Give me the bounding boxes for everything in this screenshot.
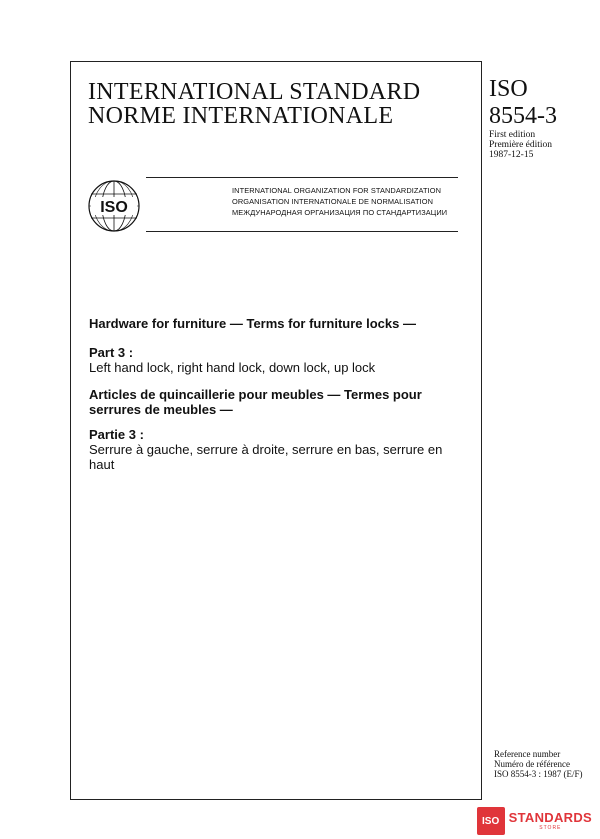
edition-date: 1987-12-15 bbox=[489, 150, 534, 160]
edition-en: First edition bbox=[489, 130, 536, 140]
store-badge: ISO bbox=[477, 807, 505, 835]
standards-store-footer[interactable] bbox=[477, 807, 592, 835]
org-rule-top bbox=[146, 177, 458, 178]
org-name-en: INTERNATIONAL ORGANIZATION FOR STANDARDIZATION bbox=[232, 186, 442, 195]
org-name-fr: ORGANISATION INTERNATIONALE DE NORMALISATION bbox=[232, 197, 434, 206]
title-en-sub: Left hand lock, right hand lock, down lock, up lock bbox=[89, 360, 376, 375]
iso-logo-icon bbox=[88, 180, 140, 232]
iso-logo-text: ISO bbox=[100, 199, 128, 216]
reference-value: ISO 8554-3 : 1987 (E/F) bbox=[494, 769, 583, 779]
edition-fr: Première édition bbox=[489, 140, 553, 150]
store-brand bbox=[509, 811, 592, 831]
reference-number bbox=[494, 749, 583, 779]
iso-number: 8554-3 bbox=[489, 103, 557, 129]
store-brand-sub: STORE bbox=[539, 825, 562, 831]
standard-title bbox=[88, 80, 420, 128]
org-rule-bottom bbox=[146, 231, 458, 232]
store-brand-name: STANDARDS bbox=[508, 810, 592, 825]
iso-label: ISO bbox=[489, 76, 528, 102]
title-en-part: Part 3 : bbox=[89, 345, 134, 360]
title-fr-part: Partie 3 : bbox=[89, 427, 144, 442]
title-en-main: Hardware for furniture — Terms for furniture locks — bbox=[89, 316, 416, 331]
standard-title-fr: NORME INTERNATIONALE bbox=[88, 103, 394, 129]
title-fr-main: Articles de quincaillerie pour meubles — Termes pour serrures de meubles — bbox=[89, 387, 422, 417]
reference-label-en: Reference number bbox=[494, 749, 561, 759]
organization-names bbox=[232, 185, 447, 218]
document-titles bbox=[89, 316, 469, 472]
standard-title-en: INTERNATIONAL STANDARD bbox=[88, 79, 421, 105]
org-name-ru: МЕЖДУНАРОДНАЯ ОРГАНИЗАЦИЯ ПО СТАНДАРТИЗАЦИИ bbox=[232, 208, 448, 217]
iso-designation bbox=[489, 76, 557, 130]
reference-label-fr: Numéro de référence bbox=[494, 759, 570, 769]
title-fr-sub: Serrure à gauche, serrure à droite, serrure en bas, serrure en haut bbox=[89, 442, 443, 472]
edition-info bbox=[489, 130, 552, 160]
